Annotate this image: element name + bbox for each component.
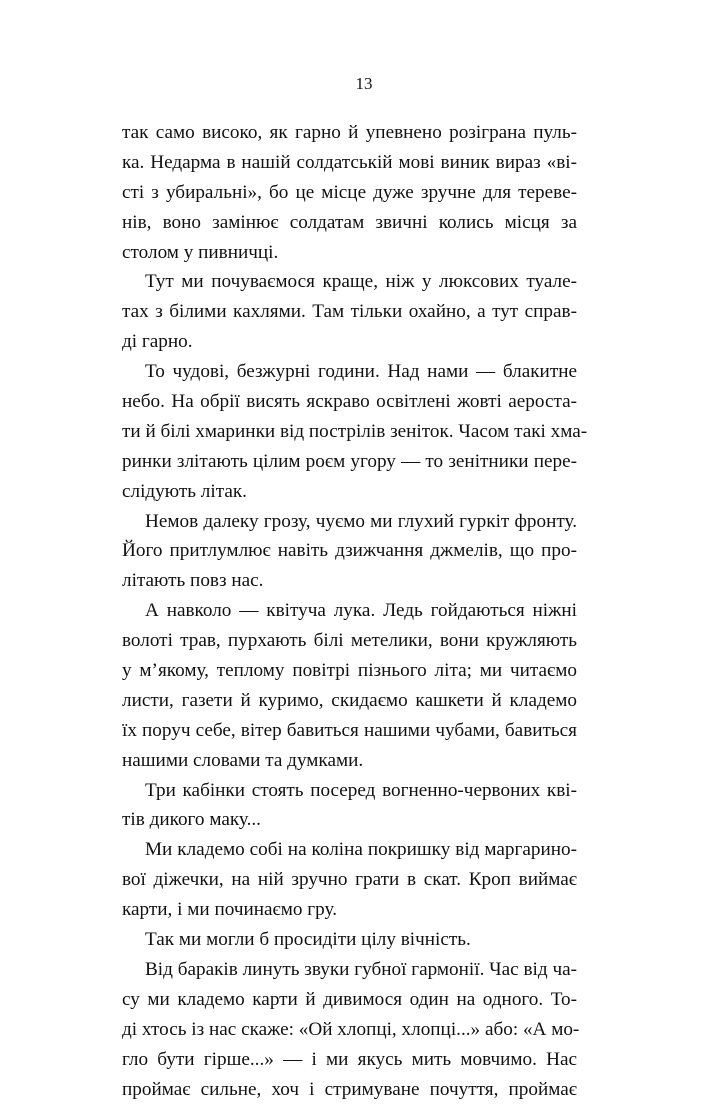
- text-line: нів, воно замінює солдатам звичні колись місця за: [122, 208, 577, 238]
- text-line: Так ми могли б просидіти цілу вічність.: [122, 925, 577, 955]
- text-line: А навколо — квітуча лука. Ледь гойдаються ніжні: [122, 596, 577, 626]
- text-line: нашими словами та думками.: [122, 746, 577, 776]
- text-line: карти, і ми починаємо гру.: [122, 895, 577, 925]
- text-line: листи, газети й куримо, скидаємо кашкети й кладемо: [122, 686, 577, 716]
- text-line: Ми кладемо собі на коліна покришку від маргарино-: [122, 835, 577, 865]
- text-line: тах з білими кахлями. Там тільки охайно, а тут справ-: [122, 297, 577, 327]
- text-line: слідують літак.: [122, 477, 577, 507]
- text-line: ринки злітають цілим роєм угору — то зенітники пере-: [122, 447, 577, 477]
- text-line: проймає сильне, хоч і стримуване почуття, проймає: [122, 1075, 577, 1104]
- text-line: столом у пивничці.: [122, 238, 577, 268]
- text-line: Немов далеку грозу, чуємо ми глухий гуркіт фронту.: [122, 507, 577, 537]
- text-line: Від бараків линуть звуки губної гармонії. Час від ча-: [122, 955, 577, 985]
- text-line: Тут ми почуваємося краще, ніж у люксових туале-: [122, 267, 577, 297]
- text-line: ка. Недарма в нашій солдатській мові виник вираз «ві-: [122, 148, 577, 178]
- text-line: гло бути гірше...» — і ми якусь мить мовчимо. Нас: [122, 1045, 577, 1075]
- page-number: 13: [0, 74, 728, 94]
- text-line: тів дикого маку...: [122, 805, 577, 835]
- text-line: їх поруч себе, вітер бавиться нашими чубами, бавиться: [122, 716, 577, 746]
- text-line: небо. На обрії висять яскраво освітлені жовті аероста-: [122, 387, 577, 417]
- text-line: су ми кладемо карти й дивимося один на одного. То-: [122, 985, 577, 1015]
- text-line: літають повз нас.: [122, 566, 577, 596]
- text-line: ді гарно.: [122, 327, 577, 357]
- text-line: сті з убиральні», бо це місце дуже зручне для тереве-: [122, 178, 577, 208]
- text-line: так само високо, як гарно й упевнено розіграна пуль-: [122, 118, 577, 148]
- text-line: Його притлумлює навіть дзижчання джмелів, що про-: [122, 536, 577, 566]
- text-line: То чудові, безжурні години. Над нами — блакитне: [122, 357, 577, 387]
- text-line: у м’якому, теплому повітрі пізнього літа; ми читаємо: [122, 656, 577, 686]
- text-line: вої діжечки, на ній зручно грати в скат. Кроп виймає: [122, 865, 577, 895]
- text-line: ти й білі хмаринки від пострілів зеніток. Часом такі хма-: [122, 417, 577, 447]
- body-text: [122, 118, 577, 1104]
- text-line: волоті трав, пурхають білі метелики, вони кружляють: [122, 626, 577, 656]
- text-line: ді хтось із нас скаже: «Ой хлопці, хлопці...» або: «А мо-: [122, 1015, 577, 1045]
- text-line: Три кабінки стоять посеред вогненно-червоних кві-: [122, 776, 577, 806]
